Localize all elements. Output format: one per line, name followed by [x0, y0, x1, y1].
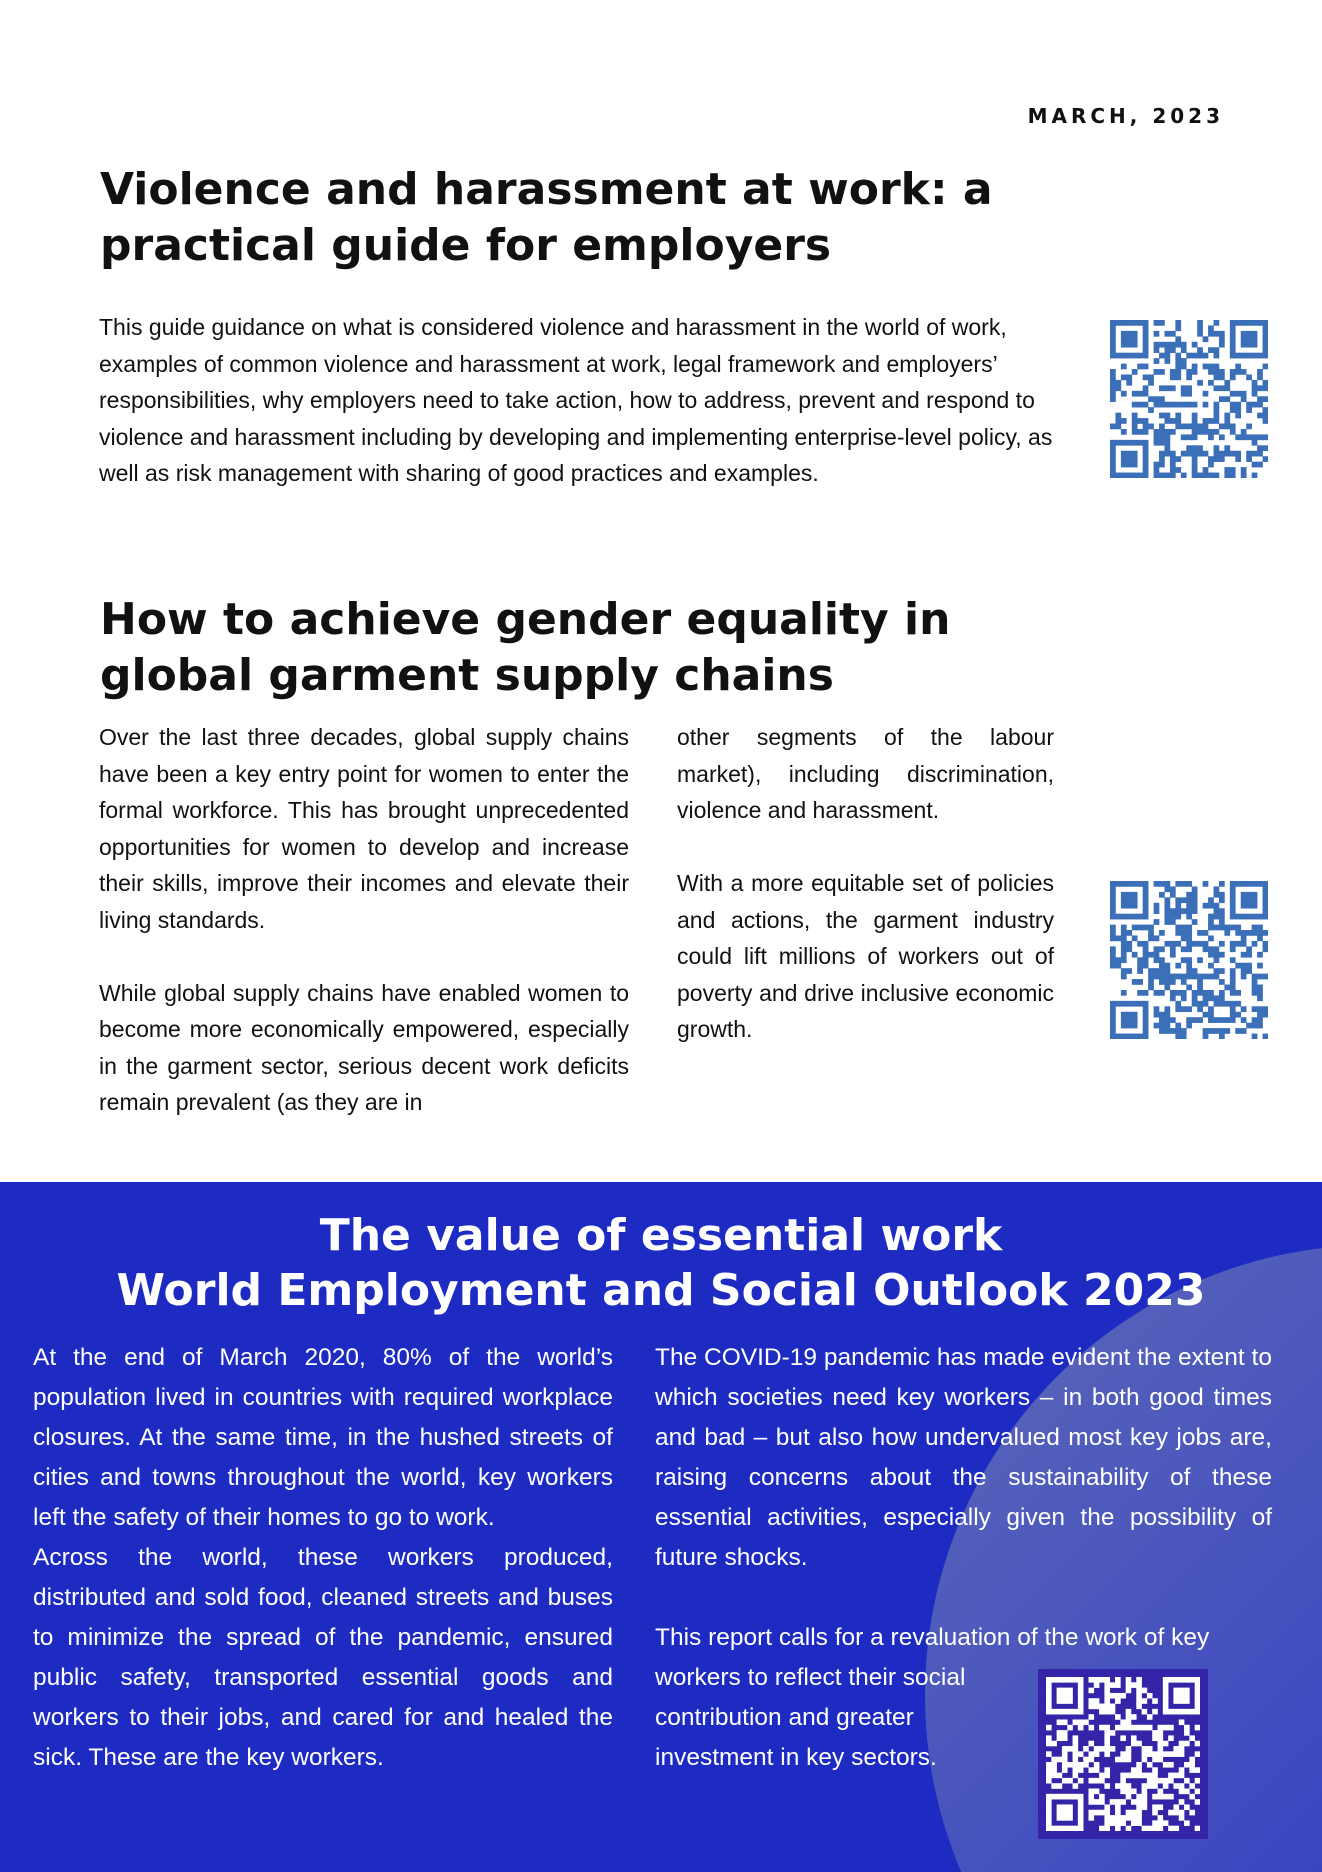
banner-column-left	[33, 1338, 613, 1778]
banner-line: investment in key sectors.	[655, 1744, 937, 1771]
banner-section	[0, 1182, 1322, 1872]
section2-paragraph: other segments of the labour market), including discrimination, violence and harassment.	[677, 724, 1054, 823]
qr-code-icon[interactable]	[1038, 1669, 1208, 1839]
section2-paragraph: Over the last three decades, global supply chains have been a key entry point for women to enter the formal workforce. This has brought unprecedented opportunities for women to develop and increase their skills, improve their incomes and elevate their living standards.	[99, 724, 629, 933]
section2-title: How to achieve gender equality in global garment supply chains	[100, 594, 951, 701]
banner-paragraph: At the end of March 2020, 80% of the world’s population lived in countries with required workplace closures. At the same time, in the hushed streets of cities and towns throughout the world, key workers left the safety of their homes to go to work.	[33, 1344, 613, 1531]
banner-title-line1: The value of essential work	[319, 1210, 1003, 1261]
date-label: MARCH, 2023	[1027, 104, 1224, 128]
banner-title	[0, 1208, 1322, 1318]
banner-paragraph: The COVID-19 pandemic has made evident the extent to which societies need key workers – in both good times and bad – but also how undervalued most key jobs are, raising concerns about the sustainability of these essential activities, especially given the possibility of future shocks.	[655, 1344, 1272, 1571]
banner-line: contribution and greater	[655, 1704, 914, 1731]
banner-paragraph: Across the world, these workers produced, distributed and sold food, cleaned streets and buses to minimize the spread of the pandemic, ensured public safety, transported essential goods and workers to their jobs, and cared for and healed the sick. These are the key workers.	[33, 1544, 613, 1771]
section2-paragraph: With a more equitable set of policies and actions, the garment industry could lift millions of workers out of poverty and drive inclusive economic growth.	[677, 870, 1054, 1042]
qr-code-icon[interactable]	[1110, 320, 1268, 478]
banner-line: workers to reflect their social	[655, 1664, 966, 1691]
section1-title: Violence and harassment at work: a practical guide for employers	[100, 164, 993, 271]
section2-column-left	[99, 719, 629, 1121]
qr-code-icon[interactable]	[1110, 881, 1268, 1039]
section2-column-right	[677, 719, 1054, 1048]
banner-title-line2: World Employment and Social Outlook 2023	[116, 1265, 1206, 1316]
section1-text: This guide guidance on what is considered violence and harassment in the world of work, examples of common violence and harassment at work, legal framework and employers’ responsibilities, why employers need to take action, how to address, prevent and respond to violence and harassment including by developing and implementing enterprise-level policy, as well as risk management with sharing of good practices and examples.	[99, 314, 1053, 486]
banner-paragraph: This report calls for a revaluation of the work of key	[655, 1624, 1210, 1651]
section2-paragraph: While global supply chains have enabled women to become more economically empowered, especially in the garment sector, serious decent work deficits remain prevalent (as they are in	[99, 979, 629, 1115]
